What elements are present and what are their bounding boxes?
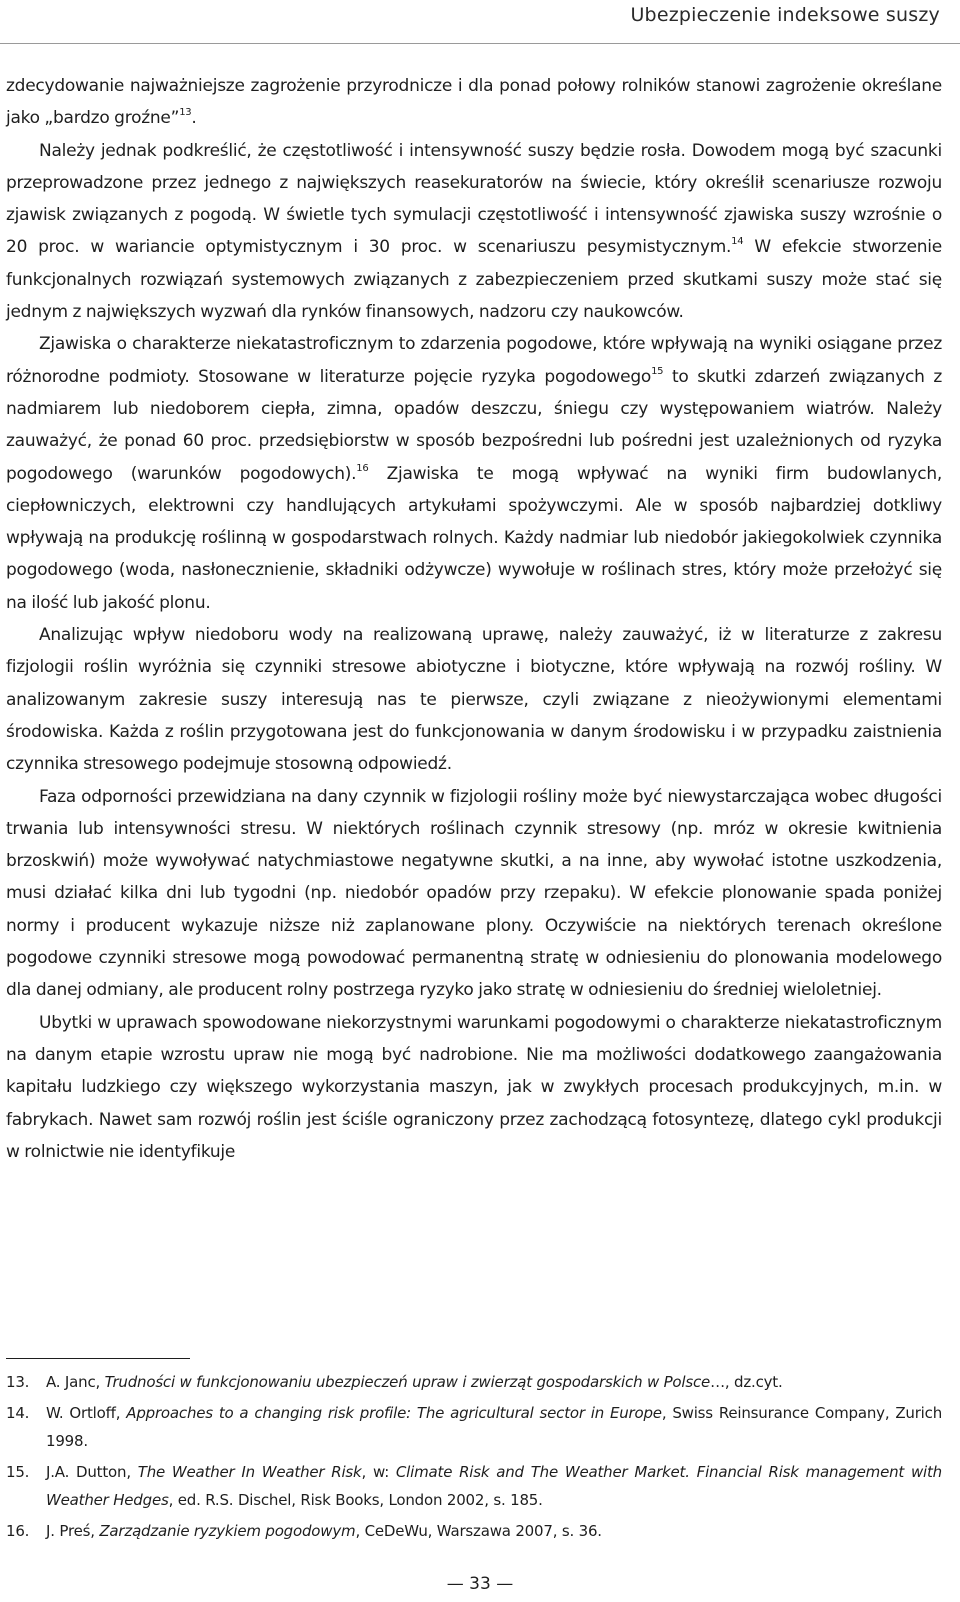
footnote-number: 15. [6, 1462, 30, 1481]
footnote-number: 16. [6, 1521, 30, 1540]
running-title: Ubezpieczenie indeksowe suszy [630, 4, 940, 26]
page-number: — 33 — [446, 1574, 514, 1594]
footnote-book-title: Climate Risk and The Weather Market. Financial Risk management with Weather Hedges [46, 1462, 942, 1509]
footnote-title: Approaches to a changing risk profile: The agricultural sector in Europe [126, 1403, 662, 1422]
footnote-ref-15[interactable]: 15 [651, 365, 664, 377]
paragraph-2: Należy jednak podkreślić, że częstotliwość i intensywność suszy będzie rosła. Dowodem mogą być szacunki przeprowadzone przez jednego z największych reasekuratorów na świecie, który określił scenariusze rozwoju zjawisk związanych z pogodą. W świetle tych symulacji częstotliwość i intensywność zjawiska suszy wzrośnie o 20 proc. w wariancie optymistycznym i 30 proc. w scenariuszu pesymistycznym.$^{14}$ W efekcie stworzenie funkcjonalnych rozwiązań systemowych związanych z zabezpieczeniem przed skutkami suszy może stać się jednym z największych wyzwań dla rynków finansowych, nadzoru czy naukowców. [6, 140, 942, 323]
footnote-number: 13. [6, 1373, 30, 1391]
footnote-ref-14[interactable]: 14 [731, 236, 744, 248]
running-header [0, 0, 960, 44]
footnote-number: 14. [6, 1403, 30, 1422]
body-text [6, 70, 942, 1168]
paragraph-1: zdecydowanie najważniejsze zagrożenie przyrodnicze i dla ponad połowy rolników stanowi zagrożenie określane jako „bardzo groźne”$^{13}$. [6, 76, 942, 129]
footnote-title: Zarządzanie ryzykiem pogodowym [99, 1521, 356, 1540]
footnote-16: 16. J. Preś, Zarządzanie ryzykiem pogodowym, CeDeWu, Warszawa 2007, s. 36. [6, 1517, 942, 1546]
footnotes [6, 1368, 942, 1547]
paragraph-4: Analizując wpływ niedoboru wody na realizowaną uprawę, należy zauważyć, iż w literaturze z zakresu fizjologii roślin wyróżnia się czynniki stresowe abiotyczne i biotyczne, które wpływają na rozwój rośliny. W analizowanym zakresie suszy interesują nas te pierwsze, czyli związane z nieożywionymi elementami środowiska. Każda z roślin przygotowana jest do funkcjonowania w danym środowisku i w przypadku zaistnienia czynnika stresowego podejmuje stosowną odpowiedź. [6, 625, 942, 775]
footnote-title: Trudności w funkcjonowaniu ubezpieczeń upraw i zwierząt gospodarskich w Polsce [104, 1373, 711, 1391]
footnote-ref-16[interactable]: 16 [356, 462, 369, 474]
footnote-ref-13[interactable]: 13 [179, 107, 192, 119]
paragraph-5: Faza odporności przewidziana na dany czynnik w fizjologii rośliny może być niewystarczająca wobec długości trwania lub intensywności stresu. W niektórych roślinach czynnik stresowy (np. mróz w okresie kwitnienia brzoskwiń) może wywoływać natychmiastowe negatywne skutki, a na inne, aby wywołać istotne uszkodzenia, musi działać kilka dni lub tygodni (np. niedobór opadów przy rzepaku). W efekcie plonowanie spada poniżej normy i producent wykazuje niższe niż zaplanowane plony. Oczywiście na niektórych terenach określone pogodowe czynniki stresowe mogą powodować permanentną stratę w odniesieniu do plonowania modelowego dla danej odmiany, ale producent rolny postrzega ryzyko jako stratę w odniesieniu do średniej wieloletniej. [6, 786, 942, 1001]
footnote-15: 15. J.A. Dutton, The Weather In Weather Risk, w: Climate Risk and The Weather Market. Financial Risk management with Weather Hedges, ed. R.S. Dischel, Risk Books, London 2002, s. 185. [6, 1458, 942, 1515]
footnote-14: 14. W. Ortloff, Approaches to a changing risk profile: The agricultural sector in Europe, Swiss Reinsurance Company, Zurich 1998. [6, 1399, 942, 1456]
footnote-title: The Weather In Weather Risk [137, 1462, 362, 1481]
paragraph-6: Ubytki w uprawach spowodowane niekorzystnymi warunkami pogodowymi o charakterze niekatastroficznym na danym etapie wzrostu upraw nie mogą być nadrobione. Nie ma możliwości dodatkowego zaangażowania kapitału ludzkiego czy większego wykorzystania maszyn, jak w zwykłych procesach produkcyjnych, m.in. w fabrykach. Nawet sam rozwój roślin jest ściśle ograniczony przez zachodzącą fotosyntezę, dlatego cykl produkcji w rolnictwie nie identyfikuje [6, 1012, 942, 1162]
footnote-13: 13. A. Janc, Trudności w funkcjonowaniu ubezpieczeń upraw i zwierząt gospodarskich w Polsce…, dz.cyt. [6, 1368, 942, 1397]
paragraph-3: Zjawiska o charakterze niekatastroficznym to zdarzenia pogodowe, które wpływają na wyniki osiągane przez różnorodne podmioty. Stosowane w literaturze pojęcie ryzyka pogodowego$^{15}$ to skutki zdarzeń związanych z nadmiarem lub niedoborem ciepła, zimna, opadów deszczu, śniegu czy występowaniem wiatrów. Należy zauważyć, że ponad 60 proc. przedsiębiorstw w sposób bezpośredni lub pośredni jest uzależnionych od ryzyka pogodowego (warunków pogodowych).$^{16}$ Zjawiska te mogą wpływać na wyniki firm budowlanych, ciepłowniczych, elektrowni czy handlujących artykułami spożywczymi. Ale w sposób najbardziej dotkliwy wpływają na produkcję roślinną w gospodarstwach rolnych. Każdy nadmiar lub niedobór jakiegokolwiek czynnika pogodowego (woda, nasłonecznienie, składniki odżywcze) wywołuje w roślinach stres, który może przełożyć się na ilość lub jakość plonu. [6, 334, 943, 613]
footnote-divider [6, 1358, 190, 1359]
